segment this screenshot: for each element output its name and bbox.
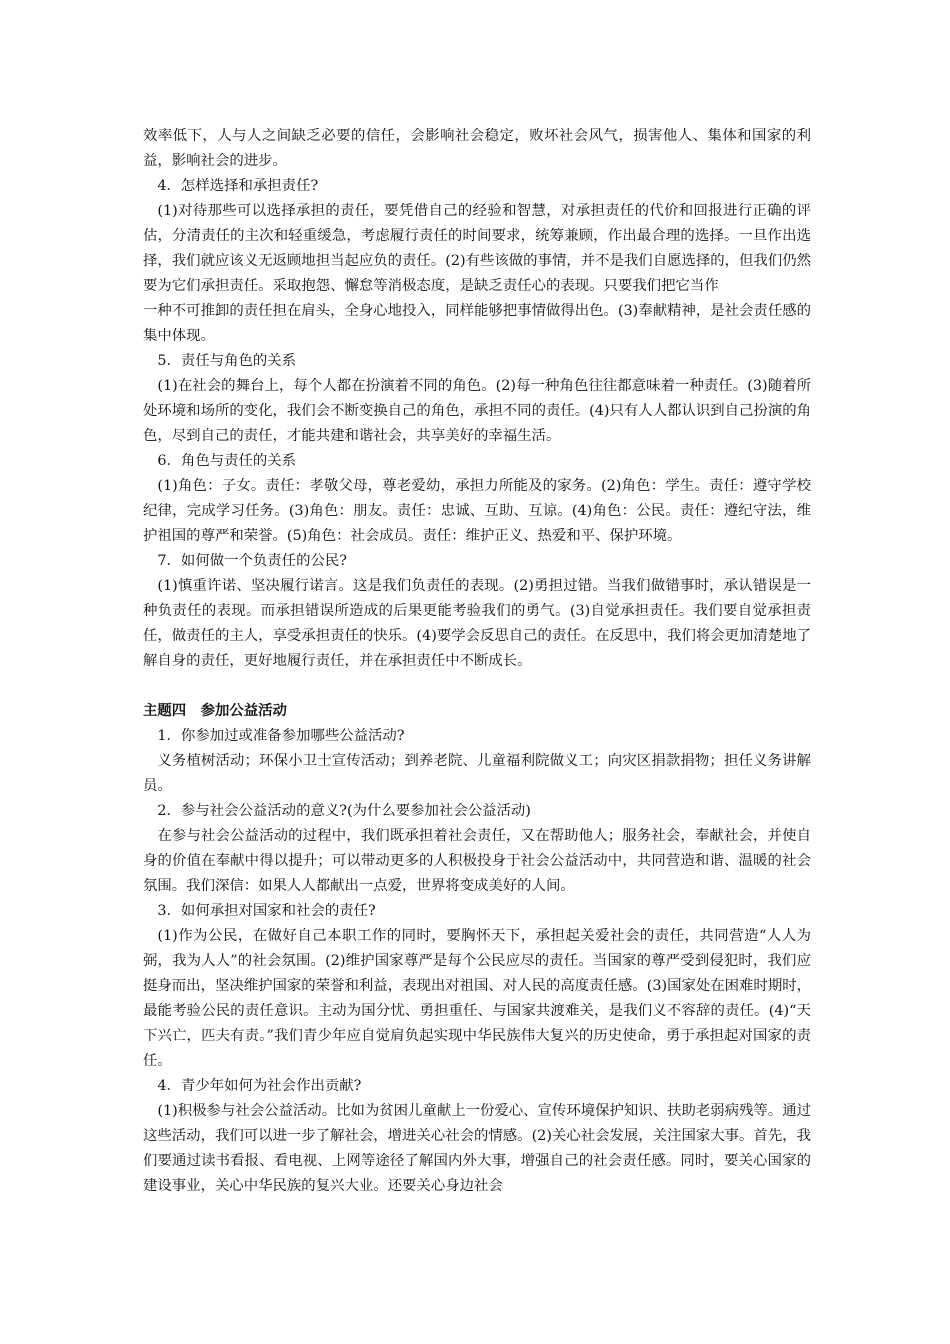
paragraph: (1)在社会的舞台上，每个人都在扮演着不同的角色。(2)每一种角色往往都意味着一种责任。(3)随着所处环境和场所的变化，我们会不断变换自己的角色，承担不同的责任。(4)只有人人都认识到自己扮演的角色，尽到自己的责任，才能共建和谐社会，共享美好的幸福生活。 xyxy=(143,378,811,444)
question-heading: 4．青少年如何为社会作出贡献? xyxy=(157,1078,362,1094)
paragraph: 在参与社会公益活动的过程中，我们既承担着社会责任，又在帮助他人；服务社会，奉献社会，并使自身的价值在奉献中得以提升；可以带动更多的人积极投身于社会公益活动中，共同营造和谐、温暖的社会氛围。我们深信：如果人人都献出一点爱，世界将变成美好的人间。 xyxy=(143,828,811,894)
paragraph: 义务植树活动；环保小卫士宣传活动；到养老院、儿童福利院做义工；向灾区捐款捐物；担任义务讲解员。 xyxy=(143,753,811,794)
question-heading: 1．你参加过或准备参加哪些公益活动? xyxy=(157,728,405,744)
document-page xyxy=(143,124,811,1199)
paragraph: (1)作为公民，在做好自己本职工作的同时，要胸怀天下，承担起关爱社会的责任，共同营造“人人为弼，我为人人”的社会氛围。(2)维护国家尊严是每个公民应尽的责任。当国家的尊严受到侵犯时，我们应挺身而出，坚决维护国家的荣誉和利益，表现出对祖国、对人民的高度责任感。(3)国家处在困难时期时，最能考验公民的责任意识。主动为国分忧、勇担重任、与国家共渡难关，是我们义不容辞的责任。(4)“天下兴亡，匹夫有责。”我们青少年应自觉肩负起实现中华民族伟大复兴的历史使命，勇于承担起对国家的责任。 xyxy=(143,928,811,1069)
topic-heading xyxy=(143,699,811,724)
question-heading: 7．如何做一个负责任的公民? xyxy=(157,553,347,569)
paragraph: 效率低下，人与人之间缺乏必要的信任，会影响社会稳定，败坏社会风气，损害他人、集体和国家的利益，影响社会的进步。 xyxy=(143,128,811,169)
question-heading: 3．如何承担对国家和社会的责任? xyxy=(157,903,376,919)
paragraph: 一种不可推卸的责任担在肩头，全身心地投入，同样能够把事情做得出色。(3)奉献精神，是社会责任感的集中体现。 xyxy=(143,303,811,344)
question-heading: 2．参与社会公益活动的意义?(为什么要参加社会公益活动) xyxy=(157,803,531,819)
question-heading: 6．角色与责任的关系 xyxy=(157,453,297,469)
paragraph: (1)角色：子女。责任：孝敬父母，尊老爱幼，承担力所能及的家务。(2)角色：学生。责任：遵守学校纪律，完成学习任务。(3)角色：朋友。责任：忠诚、互助、互谅。(4)角色：公民。责任：遵纪守法，维护祖国的尊严和荣誉。(5)角色：社会成员。责任：维护正义、热爱和平、保护环境。 xyxy=(143,478,811,544)
topic-title: 参加公益活动 xyxy=(200,703,287,719)
paragraph: (1)积极参与社会公益活动。比如为贫困儿童献上一份爱心、宣传环境保护知识、扶助老弱病残等。通过这些活动，我们可以进一步了解社会，增进关心社会的情感。(2)关心社会发展，关注国家大事。首先，我们要通过读书看报、看电视、上网等途径了解国内外大事，增强自己的社会责任感。同时，要关心国家的建设事业，关心中华民族的复兴大业。还要关心身边社会 xyxy=(143,1103,811,1194)
paragraph: (1)慎重许诺、坚决履行诺言。这是我们负责任的表现。(2)勇担过错。当我们做错事时，承认错误是一种负责任的表现。而承担错误所造成的后果更能考验我们的勇气。(3)自觉承担责任。我们要自觉承担责任，做责任的主人，享受承担责任的快乐。(4)要学会反思自己的责任。在反思中，我们将会更加清楚地了解自身的责任，更好地履行责任，并在承担责任中不断成长。 xyxy=(143,578,811,669)
paragraph: (1)对待那些可以选择承担的责任，要凭借自己的经验和智慧，对承担责任的代价和回报进行正确的评估，分清责任的主次和轻重缓急，考虑履行责任的时间要求，统筹兼顾，作出最合理的选择。一旦作出选择，我们就应该义无返顾地担当起应负的责任。(2)有些该做的事情，并不是我们自愿选择的，但我们仍然要为它们承担责任。采取抱怨、懈怠等消极态度，是缺乏责任心的表现。只要我们把它当作 xyxy=(143,203,811,294)
question-heading: 5．责任与角色的关系 xyxy=(157,353,297,369)
topic-number: 主题四 xyxy=(143,703,187,719)
question-heading: 4．怎样选择和承担责任? xyxy=(157,178,319,194)
